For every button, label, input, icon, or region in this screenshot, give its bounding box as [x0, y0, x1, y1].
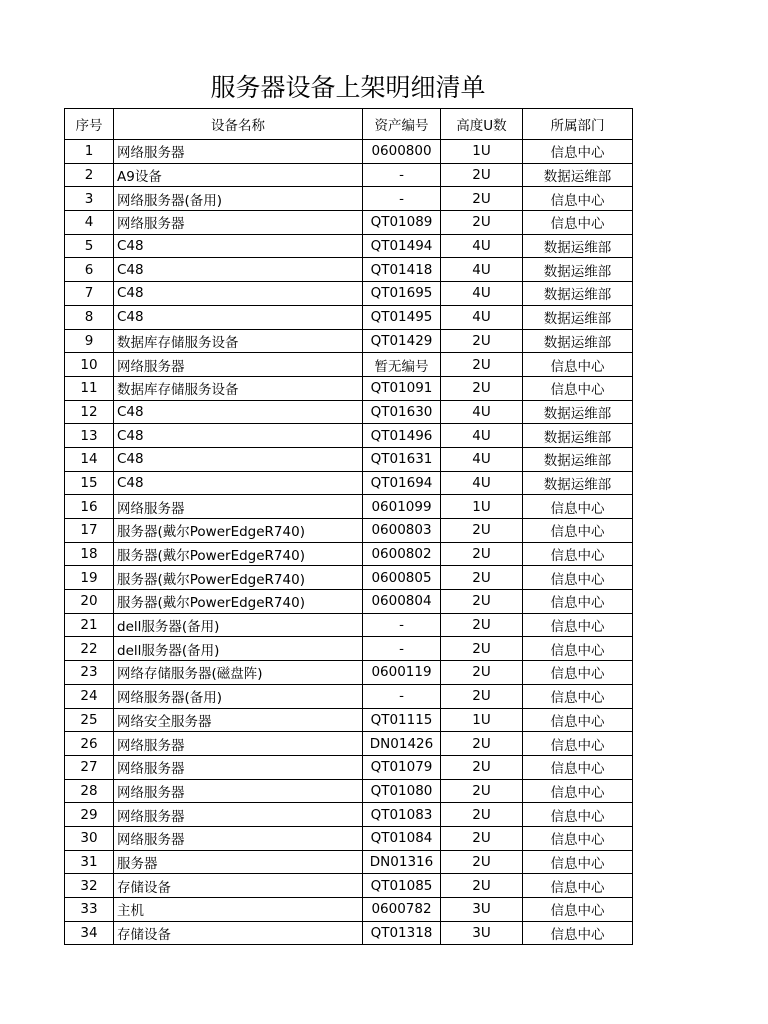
cell-department: 信息中心	[523, 779, 633, 803]
table-row	[65, 187, 633, 211]
cell-no: 32	[65, 874, 114, 898]
cell-device-name: 网络服务器(备用)	[114, 684, 363, 708]
cell-department: 数据运维部	[523, 329, 633, 353]
cell-device-name: C48	[114, 305, 363, 329]
table-row	[65, 258, 633, 282]
cell-department: 数据运维部	[523, 163, 633, 187]
cell-asset-number: QT01091	[363, 376, 441, 400]
table-row	[65, 329, 633, 353]
cell-device-name: C48	[114, 447, 363, 471]
cell-device-name: dell服务器(备用)	[114, 613, 363, 637]
table-row	[65, 732, 633, 756]
cell-height: 2U	[441, 826, 523, 850]
cell-asset-number: QT01083	[363, 803, 441, 827]
cell-no: 12	[65, 400, 114, 424]
cell-department: 信息中心	[523, 637, 633, 661]
cell-asset-number: QT01494	[363, 234, 441, 258]
cell-device-name: 网络安全服务器	[114, 708, 363, 732]
cell-department: 信息中心	[523, 187, 633, 211]
cell-department: 信息中心	[523, 613, 633, 637]
cell-device-name: 主机	[114, 898, 363, 922]
table-row	[65, 755, 633, 779]
cell-department: 信息中心	[523, 874, 633, 898]
table-row	[65, 637, 633, 661]
cell-height: 1U	[441, 708, 523, 732]
cell-no: 10	[65, 353, 114, 377]
cell-height: 4U	[441, 424, 523, 448]
cell-asset-number: -	[363, 187, 441, 211]
cell-department: 信息中心	[523, 211, 633, 235]
cell-department: 信息中心	[523, 826, 633, 850]
cell-no: 5	[65, 234, 114, 258]
cell-asset-number: QT01079	[363, 755, 441, 779]
table-row	[65, 140, 633, 164]
table-row	[65, 803, 633, 827]
cell-height: 2U	[441, 755, 523, 779]
cell-asset-number: 0600805	[363, 566, 441, 590]
cell-height: 3U	[441, 921, 523, 945]
cell-height: 2U	[441, 187, 523, 211]
cell-asset-number: -	[363, 163, 441, 187]
cell-department: 数据运维部	[523, 282, 633, 306]
cell-height: 2U	[441, 732, 523, 756]
cell-asset-number: 0600803	[363, 519, 441, 543]
cell-no: 26	[65, 732, 114, 756]
cell-no: 25	[65, 708, 114, 732]
cell-height: 2U	[441, 613, 523, 637]
cell-department: 信息中心	[523, 519, 633, 543]
cell-device-name: C48	[114, 400, 363, 424]
cell-no: 22	[65, 637, 114, 661]
cell-height: 3U	[441, 898, 523, 922]
cell-device-name: 网络存储服务器(磁盘阵)	[114, 661, 363, 685]
cell-device-name: 网络服务器(备用)	[114, 187, 363, 211]
cell-device-name: 网络服务器	[114, 755, 363, 779]
cell-device-name: 网络服务器	[114, 140, 363, 164]
cell-department: 信息中心	[523, 732, 633, 756]
cell-device-name: 服务器	[114, 850, 363, 874]
cell-height: 2U	[441, 376, 523, 400]
cell-asset-number: DN01426	[363, 732, 441, 756]
cell-height: 4U	[441, 234, 523, 258]
cell-no: 9	[65, 329, 114, 353]
table-row	[65, 542, 633, 566]
cell-department: 信息中心	[523, 495, 633, 519]
cell-height: 2U	[441, 329, 523, 353]
cell-department: 信息中心	[523, 708, 633, 732]
cell-asset-number: QT01085	[363, 874, 441, 898]
cell-department: 数据运维部	[523, 258, 633, 282]
document-title: 服务器设备上架明细清单	[210, 73, 486, 102]
cell-asset-number: QT01631	[363, 447, 441, 471]
cell-height: 2U	[441, 519, 523, 543]
cell-height: 2U	[441, 353, 523, 377]
cell-device-name: C48	[114, 234, 363, 258]
header-height: 高度U数	[441, 109, 523, 140]
cell-device-name: 网络服务器	[114, 803, 363, 827]
table-row	[65, 353, 633, 377]
cell-height: 2U	[441, 163, 523, 187]
cell-asset-number: 0600782	[363, 898, 441, 922]
cell-asset-number: 0600802	[363, 542, 441, 566]
cell-asset-number: QT01318	[363, 921, 441, 945]
table-row	[65, 708, 633, 732]
cell-device-name: 网络服务器	[114, 353, 363, 377]
cell-height: 2U	[441, 590, 523, 614]
cell-asset-number: QT01695	[363, 282, 441, 306]
cell-department: 数据运维部	[523, 400, 633, 424]
cell-asset-number: 0600804	[363, 590, 441, 614]
cell-device-name: 存储设备	[114, 874, 363, 898]
cell-device-name: 网络服务器	[114, 826, 363, 850]
cell-height: 4U	[441, 471, 523, 495]
cell-device-name: 服务器(戴尔PowerEdgeR740)	[114, 542, 363, 566]
cell-no: 8	[65, 305, 114, 329]
cell-asset-number: -	[363, 637, 441, 661]
cell-department: 信息中心	[523, 140, 633, 164]
table-row	[65, 305, 633, 329]
table-row	[65, 519, 633, 543]
cell-height: 2U	[441, 661, 523, 685]
cell-device-name: 网络服务器	[114, 495, 363, 519]
table-row	[65, 424, 633, 448]
cell-asset-number: 0600800	[363, 140, 441, 164]
table-row	[65, 661, 633, 685]
table-row	[65, 684, 633, 708]
cell-department: 信息中心	[523, 661, 633, 685]
cell-asset-number: -	[363, 684, 441, 708]
table-row	[65, 779, 633, 803]
cell-height: 1U	[441, 495, 523, 519]
cell-height: 2U	[441, 779, 523, 803]
cell-no: 28	[65, 779, 114, 803]
asset-table	[64, 108, 633, 945]
cell-department: 信息中心	[523, 590, 633, 614]
cell-no: 23	[65, 661, 114, 685]
cell-no: 33	[65, 898, 114, 922]
cell-device-name: 网络服务器	[114, 211, 363, 235]
cell-height: 2U	[441, 566, 523, 590]
cell-device-name: 网络服务器	[114, 779, 363, 803]
cell-device-name: C48	[114, 471, 363, 495]
cell-department: 数据运维部	[523, 234, 633, 258]
cell-height: 4U	[441, 282, 523, 306]
cell-no: 18	[65, 542, 114, 566]
cell-no: 15	[65, 471, 114, 495]
table-row	[65, 211, 633, 235]
header-asset-number: 资产编号	[363, 109, 441, 140]
cell-height: 2U	[441, 850, 523, 874]
cell-device-name: 网络服务器	[114, 732, 363, 756]
cell-height: 4U	[441, 305, 523, 329]
cell-device-name: A9设备	[114, 163, 363, 187]
cell-department: 数据运维部	[523, 471, 633, 495]
cell-no: 4	[65, 211, 114, 235]
cell-no: 6	[65, 258, 114, 282]
cell-no: 19	[65, 566, 114, 590]
cell-department: 信息中心	[523, 542, 633, 566]
cell-height: 2U	[441, 637, 523, 661]
table-row	[65, 898, 633, 922]
table-row	[65, 234, 633, 258]
header-department: 所属部门	[523, 109, 633, 140]
cell-no: 27	[65, 755, 114, 779]
cell-department: 信息中心	[523, 566, 633, 590]
table-row	[65, 590, 633, 614]
cell-asset-number: QT01084	[363, 826, 441, 850]
cell-height: 2U	[441, 803, 523, 827]
cell-department: 信息中心	[523, 898, 633, 922]
cell-department: 信息中心	[523, 803, 633, 827]
cell-asset-number: -	[363, 613, 441, 637]
cell-asset-number: QT01080	[363, 779, 441, 803]
cell-no: 3	[65, 187, 114, 211]
table-row	[65, 874, 633, 898]
cell-no: 17	[65, 519, 114, 543]
cell-device-name: dell服务器(备用)	[114, 637, 363, 661]
table-header-row	[65, 109, 633, 140]
table-row	[65, 400, 633, 424]
cell-no: 29	[65, 803, 114, 827]
cell-device-name: 服务器(戴尔PowerEdgeR740)	[114, 590, 363, 614]
table-row	[65, 495, 633, 519]
cell-no: 20	[65, 590, 114, 614]
table-row	[65, 826, 633, 850]
cell-height: 4U	[441, 447, 523, 471]
cell-no: 13	[65, 424, 114, 448]
cell-device-name: C48	[114, 282, 363, 306]
cell-no: 21	[65, 613, 114, 637]
header-no: 序号	[65, 109, 114, 140]
table-row	[65, 282, 633, 306]
table-row	[65, 921, 633, 945]
cell-asset-number: QT01630	[363, 400, 441, 424]
cell-no: 24	[65, 684, 114, 708]
cell-asset-number: QT01418	[363, 258, 441, 282]
cell-asset-number: QT01694	[363, 471, 441, 495]
cell-device-name: C48	[114, 424, 363, 448]
cell-department: 信息中心	[523, 850, 633, 874]
cell-department: 信息中心	[523, 684, 633, 708]
table-row	[65, 376, 633, 400]
header-device-name: 设备名称	[114, 109, 363, 140]
cell-no: 34	[65, 921, 114, 945]
cell-device-name: 存储设备	[114, 921, 363, 945]
cell-device-name: 服务器(戴尔PowerEdgeR740)	[114, 519, 363, 543]
cell-asset-number: QT01429	[363, 329, 441, 353]
cell-department: 信息中心	[523, 353, 633, 377]
cell-department: 信息中心	[523, 921, 633, 945]
cell-no: 16	[65, 495, 114, 519]
cell-height: 2U	[441, 211, 523, 235]
cell-no: 30	[65, 826, 114, 850]
cell-no: 2	[65, 163, 114, 187]
cell-device-name: C48	[114, 258, 363, 282]
cell-height: 2U	[441, 874, 523, 898]
cell-height: 1U	[441, 140, 523, 164]
cell-department: 数据运维部	[523, 447, 633, 471]
table-body	[65, 140, 633, 945]
table-row	[65, 163, 633, 187]
cell-no: 11	[65, 376, 114, 400]
cell-department: 数据运维部	[523, 305, 633, 329]
table-row	[65, 566, 633, 590]
cell-asset-number: 0600119	[363, 661, 441, 685]
cell-asset-number: QT01496	[363, 424, 441, 448]
cell-asset-number: QT01089	[363, 211, 441, 235]
cell-height: 2U	[441, 684, 523, 708]
cell-device-name: 数据库存储服务设备	[114, 376, 363, 400]
table-row	[65, 613, 633, 637]
cell-department: 信息中心	[523, 376, 633, 400]
cell-height: 4U	[441, 400, 523, 424]
cell-department: 信息中心	[523, 755, 633, 779]
table-row	[65, 850, 633, 874]
table-row	[65, 471, 633, 495]
cell-device-name: 服务器(戴尔PowerEdgeR740)	[114, 566, 363, 590]
cell-asset-number: 暂无编号	[363, 353, 441, 377]
cell-asset-number: QT01495	[363, 305, 441, 329]
cell-no: 1	[65, 140, 114, 164]
cell-device-name: 数据库存储服务设备	[114, 329, 363, 353]
cell-department: 数据运维部	[523, 424, 633, 448]
cell-no: 31	[65, 850, 114, 874]
cell-height: 4U	[441, 258, 523, 282]
cell-asset-number: DN01316	[363, 850, 441, 874]
cell-asset-number: 0601099	[363, 495, 441, 519]
table-row	[65, 447, 633, 471]
cell-height: 2U	[441, 542, 523, 566]
cell-no: 7	[65, 282, 114, 306]
cell-no: 14	[65, 447, 114, 471]
cell-asset-number: QT01115	[363, 708, 441, 732]
